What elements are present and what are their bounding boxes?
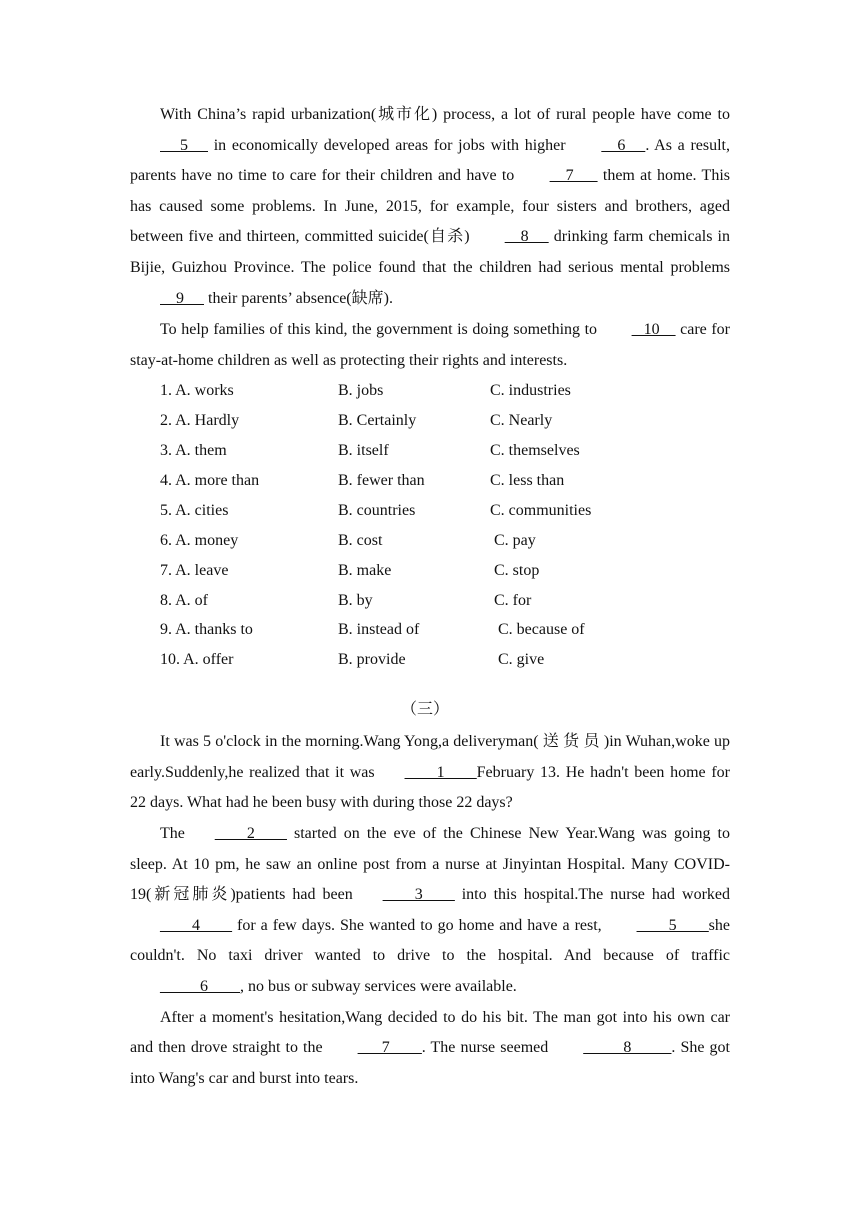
text-run: their parents’ absence(缺席). (204, 289, 393, 307)
passage3-paragraph-2 (130, 819, 730, 1003)
text-run: she couldn't. No taxi driver wanted to drive to the hospital. And because of traffic (130, 916, 730, 965)
option-row (130, 466, 730, 496)
answer-blank: _____8_____ (583, 1039, 672, 1057)
passage2-paragraph-1 (130, 100, 730, 314)
option-b: B. cost (338, 531, 383, 549)
option-a: 3. A. them (160, 442, 227, 460)
passage2-options-list (130, 376, 730, 675)
document-page (130, 100, 730, 1094)
option-row (130, 376, 730, 406)
text-run: in economically developed areas for jobs with higher (208, 136, 572, 154)
text-run: into this hospital.The nurse had worked (454, 886, 730, 904)
answer-blank: ____2____ (214, 825, 287, 843)
answer-blank: ____1____ (404, 763, 477, 781)
text-run: The (160, 825, 185, 843)
text-run: started on the eve of the Chinese New Year.Wang was going to sleep. At 10 pm, he saw an online post from a nurse at Jinyintan Hospital. Many COVID-19(新冠肺炎)patients had been (130, 825, 730, 904)
text-run: . She got into Wang's car and burst into tears. (130, 1039, 730, 1087)
answer-blank: 6 (601, 136, 646, 154)
text-run: . As a result, parents have no time to care for their children and have to (130, 136, 731, 185)
text-run: care for stay-at-home children as well as protecting their rights and interests. (130, 321, 730, 369)
option-c: C. give (490, 651, 545, 669)
text-run: , no bus or subway services were available. (240, 978, 517, 995)
passage3-paragraph-1 (130, 727, 730, 819)
option-b: B. instead of (338, 621, 420, 639)
passage2-paragraph-2 (130, 315, 730, 376)
option-row (130, 526, 730, 556)
text-run: . The nurse seemed (421, 1039, 554, 1057)
answer-blank: 5 (160, 136, 208, 154)
option-c: C. because of (490, 621, 585, 639)
answer-blank: 9 (160, 289, 204, 307)
answer-blank: ___7____ (357, 1039, 422, 1057)
option-a: 6. A. money (160, 531, 239, 549)
option-a: 9. A. thanks to (160, 621, 253, 639)
text-run: them at home. This has caused some problems. In June, 2015, for example, four sisters and brothers, aged between five and thirteen, committed suicide(自杀) (130, 167, 730, 246)
option-a: 7. A. leave (160, 561, 229, 579)
option-b: B. by (338, 591, 373, 609)
option-b: B. jobs (338, 382, 384, 400)
option-b: B. make (338, 561, 392, 579)
answer-blank: _____6____ (160, 978, 240, 995)
option-b: B. fewer than (338, 472, 425, 490)
answer-blank: ____5____ (636, 916, 709, 934)
text-run: drinking farm chemicals in Bijie, Guizhou Province. The police found that the children had serious mental problems (130, 228, 730, 276)
section-title: （三） (400, 701, 449, 719)
passage3-paragraph-3 (130, 1003, 730, 1095)
option-b: B. itself (338, 442, 389, 460)
answer-blank: ____3____ (382, 886, 455, 904)
option-c: C. communities (490, 501, 592, 519)
option-row (130, 556, 730, 586)
option-c: C. stop (490, 561, 540, 579)
option-b: B. Certainly (338, 412, 417, 430)
text-run: To help families of this kind, the government is doing something to (160, 321, 602, 339)
option-a: 8. A. of (160, 591, 208, 609)
option-a: 2. A. Hardly (160, 412, 240, 430)
option-row (130, 496, 730, 526)
text-run: With China’s rapid urbanization(城市化) process, a lot of rural people have come to (160, 106, 730, 123)
option-b: B. provide (338, 651, 406, 669)
option-a: 1. A. works (160, 382, 234, 400)
option-c: C. for (490, 591, 532, 609)
option-c: C. industries (490, 382, 571, 400)
option-row (130, 436, 730, 466)
option-row (130, 586, 730, 616)
option-a: 4. A. more than (160, 472, 260, 490)
option-c: C. less than (490, 472, 565, 490)
answer-blank: 8 (504, 228, 549, 246)
answer-blank: 10 (631, 321, 676, 339)
answer-blank: ____4____ (160, 916, 232, 934)
option-a: 10. A. offer (160, 651, 234, 669)
option-row (130, 406, 730, 436)
option-c: C. themselves (490, 442, 580, 460)
text-run: for a few days. She wanted to go home and have a rest, (232, 916, 607, 934)
option-b: B. countries (338, 501, 416, 519)
text-run: February 13. He hadn't been home for 22 days. What had he been busy with during those 22 days? (130, 763, 731, 812)
text-run: It was 5 o'clock in the morning.Wang Yong,a deliveryman( 送 货 员 )in Wuhan,woke up early.Suddenly,he realized that it was (130, 733, 730, 781)
option-row (130, 645, 730, 675)
text-run: After a moment's hesitation,Wang decided to do his bit. The man got into his own car and then drove straight to the (130, 1008, 730, 1057)
option-a: 5. A. cities (160, 501, 229, 519)
option-row (130, 615, 730, 645)
option-c: C. Nearly (490, 412, 553, 430)
option-c: C. pay (490, 531, 536, 549)
answer-blank: 7 (549, 167, 598, 185)
